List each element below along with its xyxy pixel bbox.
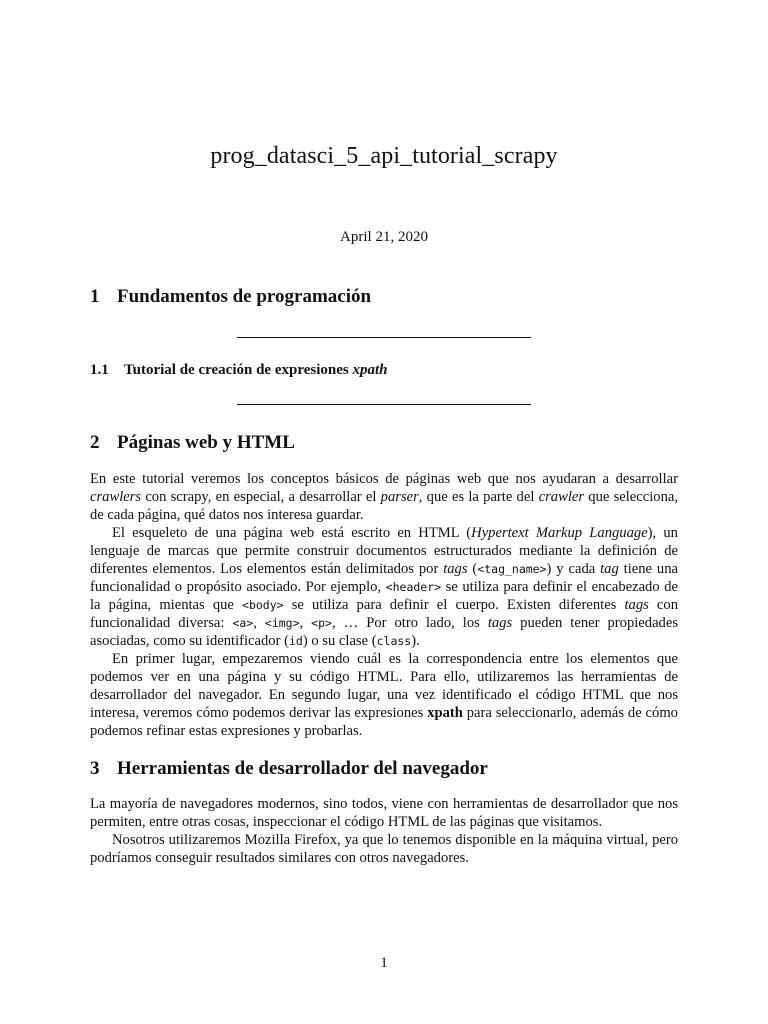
- text-run: (: [467, 561, 478, 577]
- text-run: se utiliza para definir el encabezado de la página, mientas que: [90, 579, 678, 613]
- text-run: se utiliza para definir el cuerpo. Existen diferentes: [283, 597, 625, 613]
- text-run: En primer lugar, empezaremos viendo cuál es la correspondencia entre los elementos que podemos ver en una página y su código HTML. Para ello, utilizaremos las herramientas de desarrollador del navegador. En segundo lugar, una vez identificado el código HTML que nos interesa, veremos cómo podemos derivar las expresiones: [90, 651, 678, 721]
- emphasis-text: crawlers: [90, 489, 142, 505]
- text-run: ) o su clase (: [302, 633, 377, 649]
- emphasis-text: parser: [380, 489, 419, 505]
- paragraph: [90, 470, 678, 524]
- document-title: prog_datasci_5_api_tutorial_scrapy: [210, 143, 558, 169]
- text-run: ,: [253, 615, 265, 631]
- inline-code: <tag_name>: [477, 562, 547, 576]
- section-heading-3: [90, 758, 488, 780]
- inline-code: <body>: [242, 598, 284, 612]
- text-run: ,: [299, 615, 312, 631]
- text-run: tiene una funcionalidad o propósito asociado. Por ejemplo,: [90, 561, 679, 595]
- emphasis-text: tag: [600, 561, 619, 577]
- text-run: , … Por otro lado, los: [331, 615, 488, 631]
- section-title: Páginas web y HTML: [117, 432, 295, 453]
- subsection-title-emphasis: xpath: [352, 362, 388, 378]
- text-run: que selecciona, de cada página, qué datos nos interesa guardar.: [90, 489, 678, 523]
- section-number: 1: [90, 286, 100, 307]
- section-number: 2: [90, 432, 100, 453]
- emphasis-text: crawler: [538, 489, 585, 505]
- section-title: Herramientas de desarrollador del navegador: [117, 758, 488, 779]
- inline-code: <header>: [385, 580, 442, 594]
- subsection-number: 1.1: [90, 362, 109, 378]
- document-date: April 21, 2020: [340, 229, 428, 245]
- emphasis-text: tags: [624, 597, 649, 613]
- subsection-title-prefix: Tutorial de creación de expresiones: [124, 362, 353, 378]
- section-heading-2: [90, 432, 295, 454]
- subsection-heading-1-1: [90, 362, 387, 379]
- paragraph: [90, 831, 678, 867]
- text-run: ) y cada: [546, 561, 601, 577]
- inline-code: <p>: [311, 616, 332, 630]
- inline-code: <a>: [232, 616, 254, 630]
- emphasis-text: tags: [443, 561, 468, 577]
- text-run: con scrapy, en especial, a desarrollar el: [141, 489, 381, 505]
- text-run: La mayoría de navegadores modernos, sino todos, viene con herramientas de desarrollador que nos permiten, entre otras cosas, inspeccionar el código HTML de las páginas que visitamos.: [90, 796, 678, 830]
- inline-code: <img>: [264, 616, 300, 630]
- section-number: 3: [90, 758, 100, 779]
- section-heading-1: [90, 286, 371, 308]
- text-run: Nosotros utilizaremos Mozilla Firefox, ya que lo tenemos disponible en la máquina virtual, pero podríamos conseguir resultados similares con otros navegadores.: [90, 832, 678, 866]
- emphasis-text: Hypertext Markup Language: [471, 525, 648, 541]
- text-run: En este tutorial veremos los conceptos básicos de páginas web que nos ayudaran a desarrollar: [90, 471, 678, 487]
- horizontal-rule: [237, 404, 531, 405]
- paragraph: [90, 795, 678, 831]
- text-run: pueden tener propiedades asociadas, como su identificador (: [90, 615, 678, 649]
- section-title: Fundamentos de programación: [117, 286, 372, 307]
- paragraph: [90, 524, 678, 650]
- text-run: ).: [411, 633, 420, 649]
- page-number: 1: [380, 955, 388, 971]
- paragraph: [90, 650, 678, 740]
- text-run: , que es la parte del: [418, 489, 539, 505]
- section-2-body: [90, 470, 678, 740]
- emphasis-text: tags: [487, 615, 513, 631]
- text-run: para seleccionarlo, además de cómo podemos refinar estas expresiones y probarlas.: [90, 705, 678, 739]
- horizontal-rule: [237, 337, 531, 338]
- inline-code: id: [288, 634, 303, 648]
- text-run: El esqueleto de una página web está escrito en HTML (: [112, 525, 472, 541]
- text-run: ), un lenguaje de marcas que permite construir documentos estructurados mediante la definición de diferentes elementos. Los elementos están delimitados por: [90, 525, 678, 577]
- section-3-body: [90, 795, 678, 867]
- text-run: con funcionalidad diversa:: [90, 597, 679, 631]
- inline-code: class: [376, 634, 412, 648]
- bold-text: xpath: [427, 705, 463, 721]
